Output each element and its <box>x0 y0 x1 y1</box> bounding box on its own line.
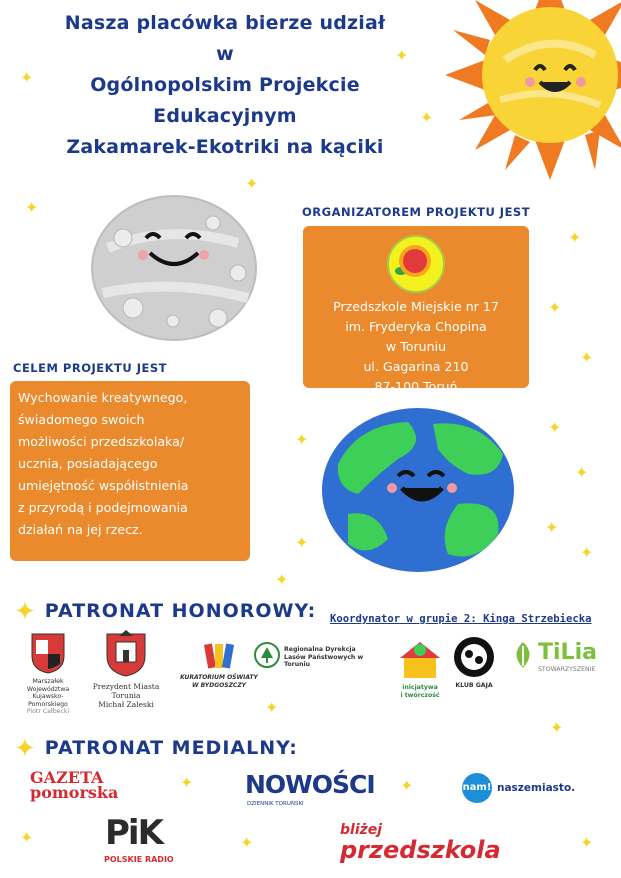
coordinator-label: Koordynator w grupie 2: Kinga Strzebiecka <box>330 613 592 625</box>
goal-line: działań na jej rzecz. <box>18 522 143 537</box>
leaf-icon <box>510 640 536 670</box>
star-icon: ✦ <box>20 828 34 847</box>
star-icon: ✦ <box>568 228 582 247</box>
star-icon: ✦ <box>420 108 434 127</box>
nam-badge: nam! <box>462 773 492 803</box>
coat-of-arms-icon <box>30 632 66 674</box>
nowosci-logo: NOWOŚCI <box>245 770 375 799</box>
city-crest-icon <box>103 628 149 678</box>
goal-line: z przyrodą i podejmowania <box>18 500 188 515</box>
star-icon: ✦ <box>580 348 594 367</box>
rdlp-logo: Regionalna Dyrekcja Lasów Państwowych w Toruniu <box>254 642 364 669</box>
goal-line: świadomego swoich <box>18 412 145 427</box>
star-icon: ✦ <box>395 46 409 65</box>
star-icon: ✦ <box>20 68 34 87</box>
star-icon: ✦ <box>580 833 594 852</box>
star-icon: ✦ <box>580 543 594 562</box>
organizer-line: Przedszkole Miejskie nr 17 <box>333 299 499 314</box>
star-icon: ✦ <box>575 463 589 482</box>
goal-heading: CELEM PROJEKTU JEST <box>13 361 167 375</box>
kuratorium-logo: KURATORIUM OŚWIATY W BYDGOSZCZY <box>180 642 258 689</box>
inicjatywa-logo: inicjatywa i twórczość <box>396 640 444 699</box>
goal-line: ucznia, posiadającego <box>18 456 158 471</box>
star-icon: ✦ <box>545 518 559 537</box>
gazeta-pomorska-logo: GAZETA pomorska <box>30 768 119 802</box>
title-line: Edukacyjnym <box>153 105 297 127</box>
organizer-heading: ORGANIZATOREM PROJEKTU JEST <box>302 205 531 219</box>
organizer-line: w Toruniu <box>385 339 447 354</box>
sun-illustration <box>445 0 621 180</box>
star-icon: ✦ <box>295 430 309 449</box>
earth-illustration <box>318 404 518 576</box>
star-icon: ✦ <box>25 198 39 217</box>
star-icon: ✦ <box>14 734 37 764</box>
title-line: Nasza placówka bierze udział <box>64 12 386 34</box>
naszemiasto-logo: naszemiasto. <box>497 782 576 794</box>
star-icon: ✦ <box>245 174 259 193</box>
organizer-line: ul. Gagarina 210 <box>363 359 469 374</box>
klub-gaja-logo: KLUB GAJA <box>447 636 501 690</box>
star-icon: ✦ <box>548 298 562 317</box>
goal-line: Wychowanie kreatywnego, <box>18 390 188 405</box>
goal-box <box>10 381 250 561</box>
polskie-radio-label: POLSKIE RADIO <box>104 855 174 864</box>
star-icon: ✦ <box>548 418 562 437</box>
star-icon: ✦ <box>550 718 564 737</box>
title-line: Zakamarek-Ekotriki na kąciki <box>66 136 384 158</box>
star-icon: ✦ <box>295 533 309 552</box>
star-icon: ✦ <box>240 833 254 852</box>
star-icon: ✦ <box>275 570 289 589</box>
kindergarten-logo-icon <box>387 235 445 293</box>
goal-line: możliwości przedszkolaka/ <box>18 434 185 449</box>
poster-title <box>10 8 440 163</box>
goal-line: umiejętność współistnienia <box>18 478 189 493</box>
star-icon: ✦ <box>14 597 37 627</box>
organizer-line: 87-100 Toruń <box>374 379 458 394</box>
tilia-logo: TiLia STOWARZYSZENIE <box>510 640 618 674</box>
forest-emblem-icon <box>254 642 280 668</box>
marszalek-logo: Marszałek Województwa Kujawsko-Pomorskiego Piotr Całbecki <box>14 632 82 716</box>
moon-illustration <box>88 193 260 343</box>
star-icon: ✦ <box>180 773 194 792</box>
star-icon: ✦ <box>265 698 279 717</box>
books-icon <box>202 642 236 670</box>
honorary-patronage-title: ✦ PATRONAT HONOROWY: <box>14 597 317 627</box>
organizer-box <box>303 226 529 394</box>
house-icon <box>398 640 442 680</box>
pik-logo: PiK <box>105 813 162 853</box>
star-icon: ✦ <box>400 776 414 795</box>
organizer-line: im. Fryderyka Chopina <box>345 319 487 334</box>
prezydent-logo: Prezydent Miasta Torunia Michał Zaleski <box>80 628 172 709</box>
globe-circle-icon <box>453 636 495 678</box>
blizej-przedszkola-logo: bliżej przedszkola <box>340 822 501 864</box>
title-line: Ogólnopolskim Projekcie <box>90 74 360 96</box>
title-line: w <box>216 43 234 65</box>
media-patronage-title: ✦ PATRONAT MEDIALNY: <box>14 734 298 764</box>
nowosci-subtitle: DZIENNIK TORUŃSKI <box>247 801 304 807</box>
